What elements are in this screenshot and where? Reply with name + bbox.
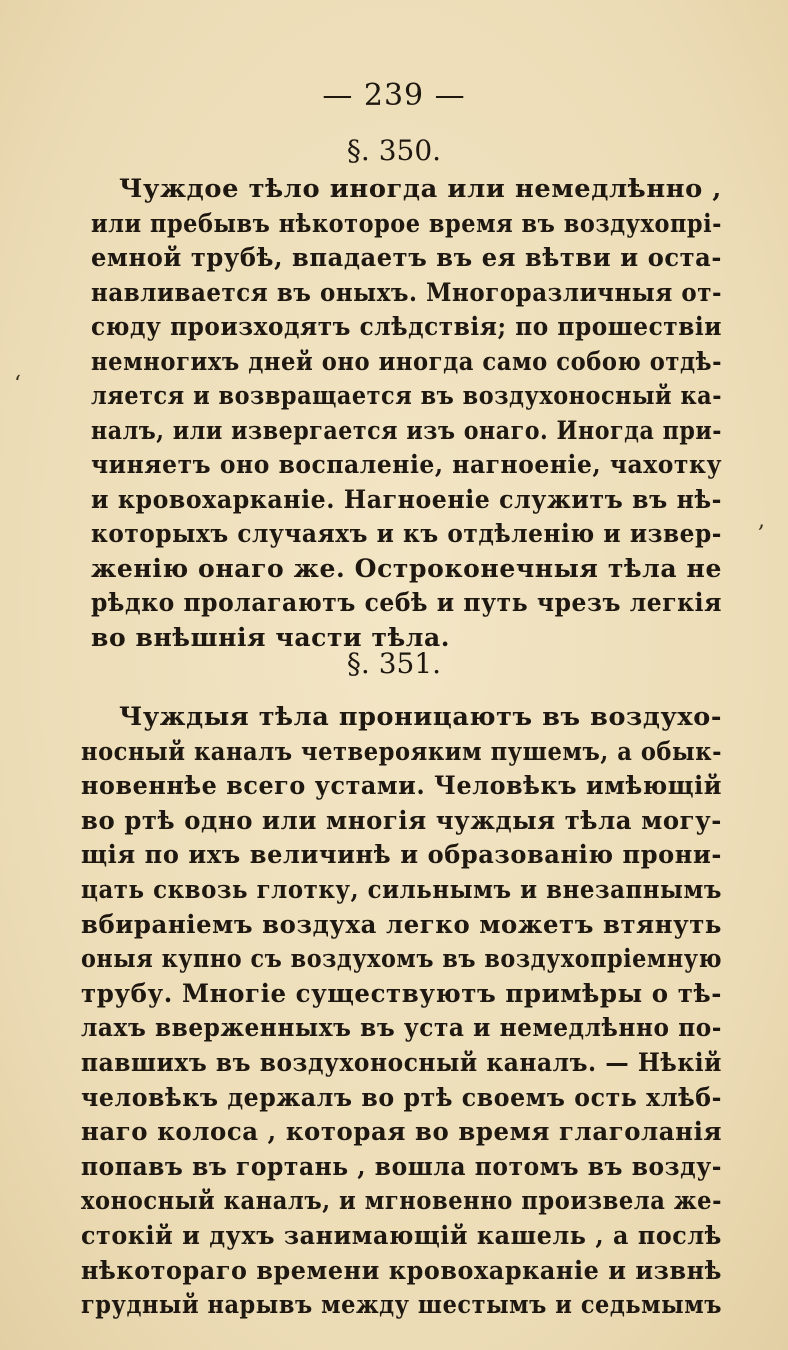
margin-mark: ,: [758, 508, 765, 533]
text-line: немногихъ дней оно иногда само собою отдѣ-: [91, 346, 723, 376]
text-line: цать сквозь глотку, сильнымъ и внезапнымъ: [81, 875, 723, 904]
text-line: которыхъ случаяхъ и къ отдѣленію и извер-: [91, 519, 722, 548]
text-line: чиняетъ оно воспаленіе, нагноеніе, чахотку: [91, 450, 722, 479]
text-line: хоносный каналъ, и мгновенно произвела же-: [81, 1186, 723, 1216]
text-line: женію онаго же. Остроконечныя тѣла не: [91, 553, 723, 583]
text-line: сюду произходятъ слѣдствія; по прошествіи: [91, 312, 723, 341]
text-line: грудный нарывъ между шестымъ и седьмымъ: [81, 1290, 723, 1320]
text-line: нѣкотораго времени кровохарканіе и извнѣ: [81, 1255, 723, 1285]
text-line: оныя купно съ воздухомъ въ воздухопріемную: [81, 944, 722, 974]
text-line: человѣкъ держалъ во ртѣ своемъ ость хлѣб-: [81, 1082, 722, 1112]
text-line: наго колоса , которая во время глаголанія: [81, 1117, 723, 1147]
text-line: и кровохарканіе. Нагноеніе служитъ въ нѣ-: [91, 484, 722, 514]
text-line: ляется и возвращается въ воздухоносный ка-: [91, 381, 723, 410]
text-line: или пребывъ нѣкоторое время въ воздухопрі-: [91, 208, 723, 238]
text-line: рѣдко пролагаютъ себѣ и путь чрезъ легкія: [91, 588, 722, 617]
margin-mark: ‘: [14, 372, 21, 397]
text-line: налъ, или извергается изъ онаго. Иногда при-: [91, 415, 723, 445]
text-line: носный каналъ четверояким пушемъ, а обык-: [81, 736, 723, 766]
text-line: Чуждое тѣло иногда или немедлѣнно ,: [119, 174, 722, 203]
section-heading: §. 350.: [346, 134, 442, 167]
text-line: вбираніемъ воздуха легко можетъ втянуть: [81, 909, 723, 939]
text-line: стокій и духъ занимающій кашель , а послѣ: [81, 1221, 722, 1250]
text-line: Чуждыя тѣла проницаютъ въ воздухо-: [119, 702, 722, 731]
text-line: во внѣшнія части тѣла.: [91, 622, 451, 652]
text-line: трубу. Многіе существуютъ примѣры о тѣ-: [81, 978, 723, 1008]
text-line: навливается въ оныхъ. Многоразличныя от-: [91, 277, 723, 307]
page-number: — 239 —: [322, 78, 466, 113]
text-line: попавъ въ гортань , вошла потомъ въ возду-: [81, 1151, 722, 1181]
text-line: новеннѣе всего устами. Человѣкъ имѣющій: [81, 771, 723, 801]
text-line: во ртѣ одно или многія чуждыя тѣла могу-: [81, 805, 722, 835]
text-line: щія по ихъ величинѣ и образованію прони-: [81, 840, 722, 870]
text-line: лахъ вверженныхъ въ уста и немедлѣнно по-: [81, 1013, 723, 1043]
section-heading: §. 351.: [346, 647, 442, 680]
text-line: емной трубѣ, впадаетъ въ ея вѣтви и оста-: [91, 243, 723, 272]
text-line: павшихъ въ воздухоносный каналъ. — Нѣкій: [81, 1048, 722, 1077]
